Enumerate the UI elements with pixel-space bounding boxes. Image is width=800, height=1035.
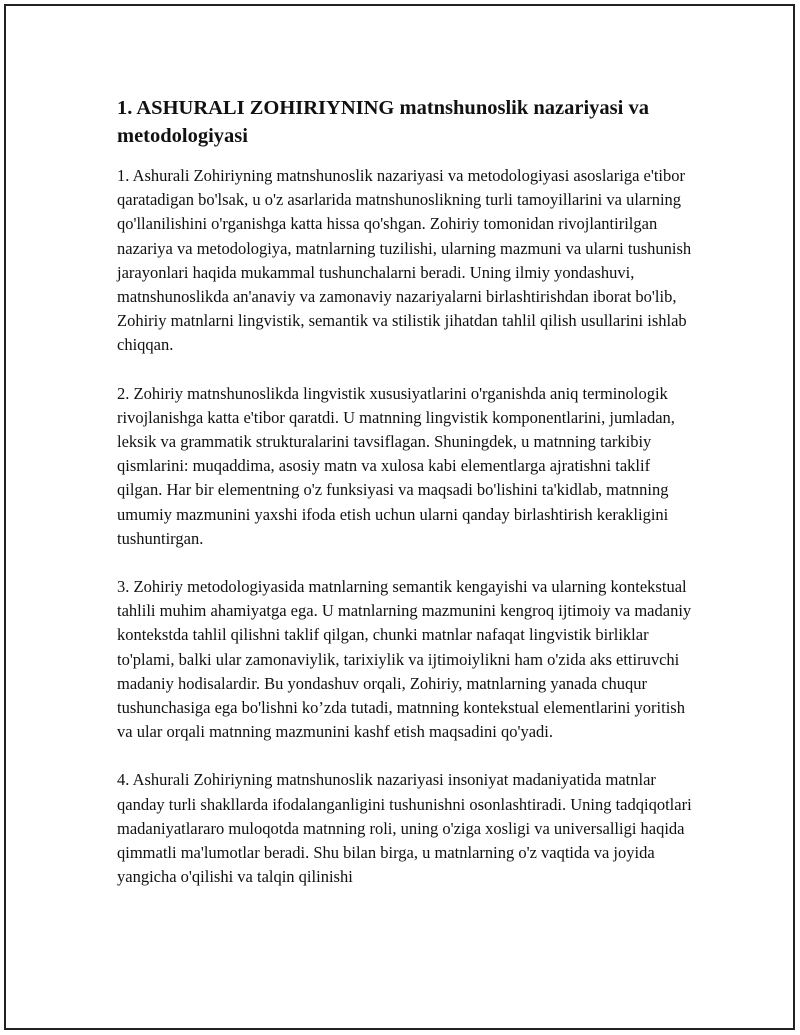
paragraph-4: 4. Ashurali Zohiriyning matnshunoslik nazariyasi insoniyat madaniyatida matnlar qanday turli shakllarda ifodalanganligini tushunishni osonlashtiradi. Uning tadqiqotlari madaniyatlararo muloqotda matnning roli, uning o'ziga xosligi va universalligi haqida qimmatli ma'lumotlar beradi. Shu bilan birga, u matnlarning o'z vaqtida va joyida yangicha o'qilishi va talqin qilinishi (117, 770, 692, 887)
document-body (117, 94, 692, 913)
paragraph-3: 3. Zohiriy metodologiyasida matnlarning semantik kengayishi va ularning kontekstual tahlili muhim ahamiyatga ega. U matnlarning mazmunini kengroq ijtimoiy va madaniy kontekstda tahlil qilishni taklif qilgan, chunki matnlar nafaqat lingvistik birliklar to'plami, balki ular zamonaviylik, tarixiylik va ijtimoiylikni ham o'zida aks ettiruvchi madaniy hodisalardir. Bu yondashuv orqali, Zohiriy, matnlarning yanada chuqur tushunchasiga ega bo'lishni ko’zda tutadi, matnning kontekstual elementlarini yoritish va ular orqali matnning mazmunini kashf etish maqsadini qo'yadi. (117, 577, 692, 742)
paragraph-2: 2. Zohiriy matnshunoslikda lingvistik xususiyatlarini o'rganishda aniq terminologik rivojlanishga katta e'tibor qaratdi. U matnning lingvistik komponentlarini, jumladan, leksik va grammatik strukturalarini tavsiflagan. Shuningdek, u matnning tarkibiy qismlarini: muqaddima, asosiy matn va xulosa kabi elementlarga ajratishni taklif qilgan. Har bir elementning o'z funksiyasi va maqsadi bo'lishini ta'kidlab, matnning umumiy mazmunini yaxshi ifoda etish uchun ularni qanday birlashtirish kerakligini tushuntirgan. (117, 383, 675, 548)
document-title: 1. ASHURALI ZOHIRIYNING matnshunoslik nazariyasi va metodologiyasi (117, 97, 649, 147)
paragraph-1: 1. Ashurali Zohiriyning matnshunoslik nazariyasi va metodologiyasi asoslariga e'tibor qaratadigan bo'lsak, u o'z asarlarida matnshunoslikning turli tamoyillarini va ularning qo'llanilishini o'rganishga katta hissa qo'shgan. Zohiriy tomonidan rivojlantirilgan nazariya va metodologiya, matnlarning tuzilishi, ularning mazmuni va ularni tushunish jarayonlari haqida mukammal tushunchalarni beradi. Uning ilmiy yondashuvi, matnshunoslikda an'anaviy va zamonaviy nazariyalarni birlashtirishdan iborat bo'lib, Zohiriy matnlarni lingvistik, semantik va stilistik jihatdan tahlil qilish usullarini ishlab chiqqan. (117, 166, 692, 355)
